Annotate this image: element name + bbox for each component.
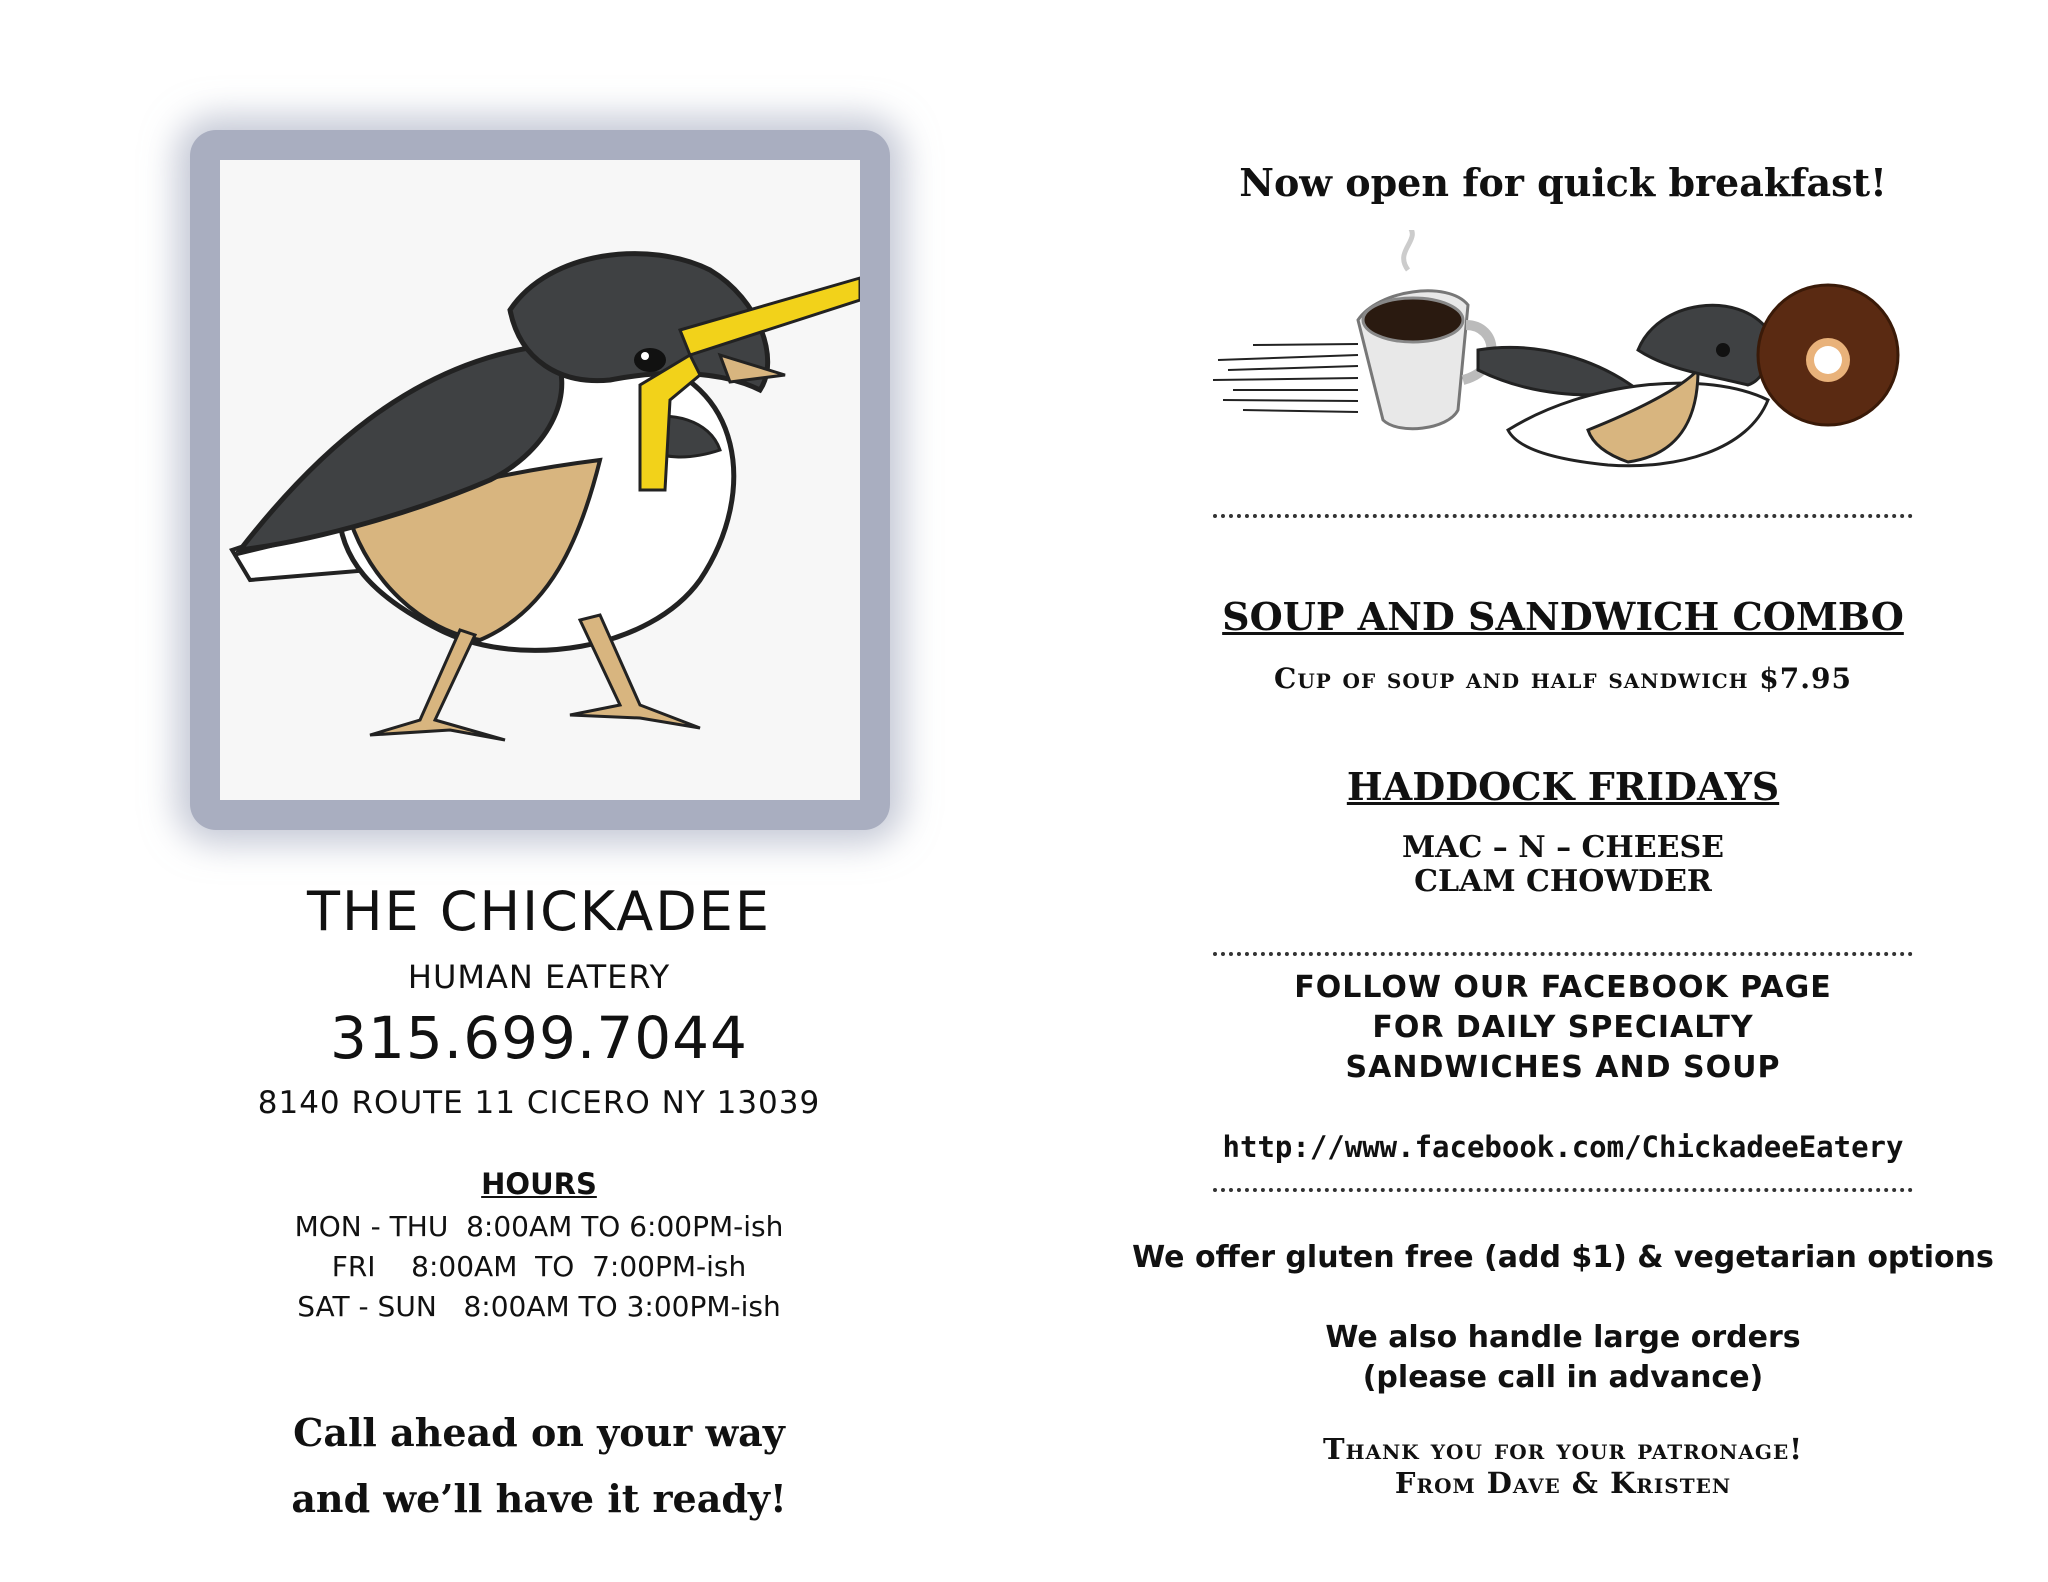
facebook-line-1: FOLLOW OUR FACEBOOK PAGE [1294,970,1832,1005]
call-ahead-line-1: Call ahead on your way [293,1410,785,1455]
restaurant-name: THE CHICKADEE [306,880,772,943]
phone-number: 315.699.7044 [330,1004,748,1072]
facebook-line-3: SANDWICHES AND SOUP [1345,1050,1781,1085]
facebook-url: http://www.facebook.com/ChickadeeEatery [1222,1130,1904,1164]
hours-row-weekday: MON - THU 8:00AM TO 6:00PM-ish [294,1210,784,1243]
street-address: 8140 ROUTE 11 CICERO NY 13039 [257,1085,821,1121]
restaurant-tagline: HUMAN EATERY [407,958,671,996]
divider-3 [1213,1188,1913,1192]
haddock-heading: HADDOCK FRIDAYS [1346,764,1780,809]
call-ahead-line-2: and we’ll have it ready! [291,1476,787,1521]
facebook-line-2: FOR DAILY SPECIALTY [1372,1010,1754,1045]
gluten-free-note: We offer gluten free (add $1) & vegetarian options [1132,1240,1994,1275]
haddock-item-1: MAC – N – CHEESE [1401,830,1725,865]
hours-row-weekend: SAT - SUN 8:00AM TO 3:00PM-ish [297,1290,781,1323]
combo-heading: SOUP AND SANDWICH COMBO [1222,594,1904,639]
speed-lines-icon [1213,344,1358,412]
large-orders-line-1: We also handle large orders [1325,1320,1801,1355]
logo-frame [190,130,890,830]
large-orders-line-2: (please call in advance) [1362,1360,1764,1395]
right-panel [1078,0,2048,1582]
divider-2 [1213,952,1913,956]
call-ahead-note [0,1400,1078,1532]
divider-1 [1213,514,1913,518]
donut-icon [1758,285,1898,425]
coffee-mug-icon [1358,230,1492,429]
hours-row-friday: FRI 8:00AM TO 7:00PM-ish [331,1250,747,1283]
thanks-line-1: Thank you for your patronage! [1323,1432,1803,1466]
logo-canvas [220,160,860,800]
hours-title: HOURS [481,1167,597,1201]
breakfast-announcement: Now open for quick breakfast! [1239,160,1887,205]
thanks-line-2: From Dave & Kristen [1394,1466,1732,1500]
breakfast-illustration [1208,230,1948,490]
bird-flying-icon [1478,305,1769,465]
combo-detail: Cup of soup and half sandwich $7.95 [1274,662,1852,695]
haddock-item-2: CLAM CHOWDER [1414,864,1712,899]
chickadee-logo-icon [220,160,860,800]
